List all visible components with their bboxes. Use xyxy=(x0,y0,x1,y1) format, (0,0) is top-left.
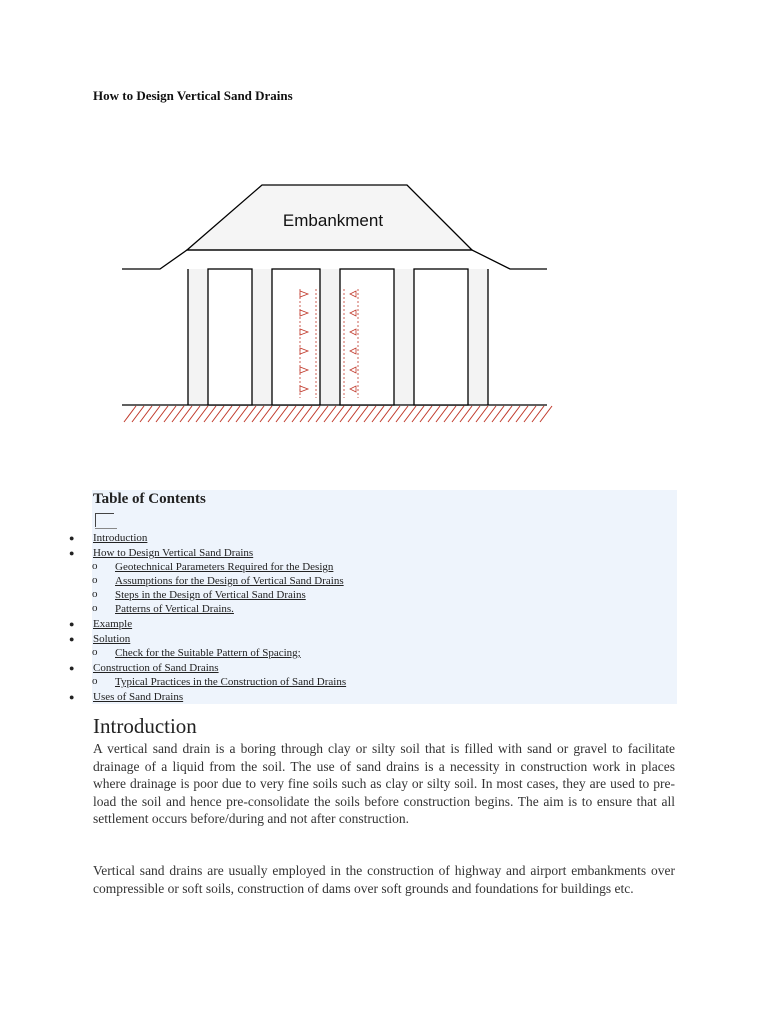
toc-item[interactable] xyxy=(92,560,334,574)
introduction-paragraph-1: A vertical sand drain is a boring through clay or silty soil that is filled with sand or gravel to facilitate drainage of a liquid from the soil. The use of sand drains is a necessity in construction work in places where drainage is poor due to very fine soils such as clay or silty soil. In most cases, they are used to pre-load the soil and hence pre-consolidate the soils before construction begins. The aim is to ensure that all settlement occurs before/during and not after construction. xyxy=(93,741,675,826)
circle-bullet-icon: o xyxy=(92,560,98,572)
introduction-paragraph-2: Vertical sand drains are usually employed in the construction of highway and airport embankments over compressible or soft soils, construction of dams over soft grounds and foundations for buildings etc. xyxy=(93,863,675,896)
toc-item[interactable] xyxy=(92,602,234,616)
toc-item[interactable] xyxy=(69,618,133,631)
sand-drain-3 xyxy=(340,269,394,405)
toc-link[interactable]: How to Design Vertical Sand Drains xyxy=(93,547,254,559)
circle-bullet-icon: o xyxy=(92,574,98,586)
sand-drain-4 xyxy=(414,269,468,405)
circle-bullet-icon: o xyxy=(92,588,98,600)
toc-link[interactable]: Steps in the Design of Vertical Sand Drains xyxy=(115,589,306,601)
toc-divider xyxy=(95,528,117,529)
toc-title: Table of Contents xyxy=(93,491,206,507)
toc-toggle-checkbox[interactable] xyxy=(95,513,114,527)
toc-item[interactable] xyxy=(92,675,347,689)
toc-link[interactable]: Construction of Sand Drains xyxy=(93,662,219,674)
toc-link[interactable]: Introduction xyxy=(93,532,148,544)
bullet-icon: ● xyxy=(69,619,75,629)
toc-link[interactable]: Check for the Suitable Pattern of Spacing; xyxy=(115,647,301,659)
toc-item[interactable] xyxy=(69,532,148,545)
ground-hatching xyxy=(124,406,552,422)
bullet-icon: ● xyxy=(69,533,75,543)
circle-bullet-icon: o xyxy=(92,602,98,614)
bullet-icon: ● xyxy=(69,634,75,644)
toc-link[interactable]: Typical Practices in the Construction of Sand Drains xyxy=(115,676,347,688)
toc-link[interactable]: Example xyxy=(93,618,133,630)
toc-link[interactable]: Geotechnical Parameters Required for the Design xyxy=(115,561,334,573)
embankment-label: Embankment xyxy=(282,211,384,230)
toc-item[interactable] xyxy=(69,691,184,704)
toc-link[interactable]: Uses of Sand Drains xyxy=(93,691,184,703)
embankment-diagram xyxy=(110,175,560,435)
sand-blanket xyxy=(122,250,547,269)
toc-link[interactable]: Patterns of Vertical Drains. xyxy=(115,603,234,615)
document-title: How to Design Vertical Sand Drains xyxy=(93,88,293,103)
toc-item[interactable] xyxy=(92,588,306,602)
toc-item[interactable] xyxy=(92,574,344,588)
toc-item[interactable] xyxy=(69,633,131,646)
circle-bullet-icon: o xyxy=(92,675,98,687)
toc-link[interactable]: Assumptions for the Design of Vertical Sand Drains xyxy=(115,575,344,587)
bullet-icon: ● xyxy=(69,548,75,558)
toc-item[interactable] xyxy=(69,662,219,675)
bullet-icon: ● xyxy=(69,692,75,702)
introduction-heading: Introduction xyxy=(93,714,197,738)
toc-item[interactable] xyxy=(92,646,301,660)
toc-link[interactable]: Solution xyxy=(93,633,131,645)
sand-drain-1 xyxy=(208,269,252,405)
sand-drain-2 xyxy=(272,269,320,405)
toc-item[interactable] xyxy=(69,547,254,560)
bullet-icon: ● xyxy=(69,663,75,673)
circle-bullet-icon: o xyxy=(92,646,98,658)
